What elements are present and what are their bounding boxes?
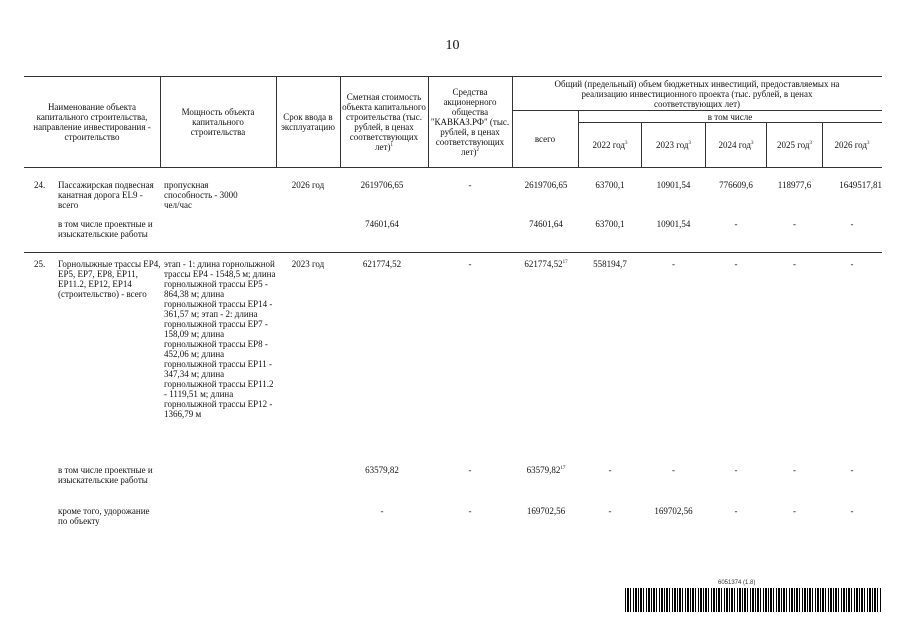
kavkaz-funds: -: [468, 259, 472, 269]
kavkaz-funds: -: [468, 506, 472, 516]
column-header-name: Наименование объекта капитального строительства, направление инвестирования - строительство: [33, 102, 151, 142]
column-header-including: в том числе: [707, 111, 753, 122]
value-2025: -: [793, 465, 796, 475]
value-2023: 10901,54: [656, 219, 691, 229]
column-header-2026: 2026 год$^3$: [834, 140, 870, 150]
value-2026: 1649517,81: [839, 180, 882, 190]
column-header-total-budget: Общий (предельный) объем бюджетных инвестиций, предоставляемых на реализацию инвестиционного проекта (тыс. рублей, в ценах соответствующих лет): [554, 78, 840, 109]
value-2022: -: [608, 506, 612, 516]
total-value: 2619706,65: [524, 180, 568, 190]
total-value: 74601,64: [529, 219, 563, 229]
value-2023: -: [672, 259, 675, 269]
column-header-estimated-cost: Сметная стоимость объекта капитального строительства (тыс. рублей, в ценах соответствующих лет)$^1$: [342, 92, 426, 152]
row-number: 25.: [34, 259, 46, 269]
value-2022: 63700,1: [595, 219, 625, 229]
value-2024: -: [734, 465, 738, 475]
value-2026: -: [850, 219, 854, 229]
column-header-commissioning: Срок ввода в эксплуатацию: [281, 112, 335, 132]
kavkaz-funds: -: [468, 465, 472, 475]
object-name: Горнолыжные трассы EP4, EP5, EP7, EP8, EP11, EP11.2, EP12, EP14 (строительство) - всего: [58, 259, 161, 299]
value-2026: -: [850, 506, 854, 516]
row-number: 24.: [34, 180, 46, 190]
estimated-cost: 2619706,65: [360, 180, 404, 190]
value-2025: -: [793, 506, 796, 516]
value-2024: 776609,6: [719, 180, 753, 190]
object-name: Пассажирская подвесная канатная дорога EL9 - всего: [58, 180, 154, 210]
value-2022: -: [608, 465, 612, 475]
value-2025: 118977,6: [777, 180, 812, 190]
value-2025: -: [793, 219, 796, 229]
object-name: в том числе проектные и изыскательские работы: [58, 465, 153, 485]
estimated-cost: 621774,52: [362, 259, 402, 269]
object-name: в том числе проектные и изыскательские работы: [58, 219, 153, 239]
estimated-cost: 74601,64: [365, 219, 399, 229]
header-bottom-rule: [24, 167, 882, 168]
barcode-number: 6051374 (1.8): [718, 580, 756, 586]
value-2024: -: [734, 506, 738, 516]
column-header-2023: 2023 год$^3$: [655, 140, 692, 150]
kavkaz-funds: -: [468, 180, 472, 190]
commissioning-term: 2023 год: [291, 259, 325, 269]
page-number: 10: [445, 38, 460, 53]
column-header-total: всего: [534, 134, 556, 144]
value-2024: -: [734, 219, 738, 229]
value-2022: 558194,7: [593, 259, 627, 269]
column-header-2022: 2022 год$^3$: [592, 140, 628, 150]
column-header-2025: 2025 год$^3$: [776, 140, 813, 150]
capacity: этап - 1: длина горнолыжной трассы EP4 - 1548,5 м; длина горнолыжной трассы EP5 - 864,38 м; длина горнолыжной трассы EP14 - 361,57 м; этап - 2: длина горнолыжной трассы EP7 - 158,09 м; длина горнолыжной трассы EP8 - 452,06 м; длина горнолыжной трассы EP11 - 347,34 м; длина горнолыжной трассы EP11.2 - 1119,51 м; длина горнолыжной трассы EP12 - 1366,79 м: [164, 259, 276, 419]
column-header-kavkaz-funds: Средства акционерного общества "КАВКАЗ.РФ" (тыс. рублей, в ценах соответствующих лет)$^2$: [430, 87, 510, 157]
column-header-capacity: Мощность объекта капитального строительства: [181, 107, 255, 137]
total-value: 63579,82$^{17}$: [526, 465, 566, 475]
total-value: 621774,52$^{17}$: [524, 259, 568, 269]
estimated-cost: -: [380, 506, 384, 516]
value-2026: -: [850, 465, 854, 475]
value-2023: -: [672, 465, 675, 475]
row-separator: [24, 252, 882, 253]
column-header-2024: 2024 год$^3$: [718, 140, 754, 150]
capacity: пропускная способность - 3000 чел/час: [164, 180, 238, 210]
value-2023: 10901,54: [656, 180, 691, 190]
value-2024: -: [734, 259, 738, 269]
estimated-cost: 63579,82: [365, 465, 399, 475]
object-name: кроме того, удорожание по объекту: [58, 506, 150, 526]
value-2025: -: [793, 259, 796, 269]
commissioning-term: 2026 год: [291, 180, 325, 190]
barcode: [625, 588, 881, 612]
value-2026: -: [850, 259, 854, 269]
value-2023: 169702,56: [654, 506, 693, 516]
total-value: 169702,56: [526, 506, 566, 516]
value-2022: 63700,1: [595, 180, 625, 190]
